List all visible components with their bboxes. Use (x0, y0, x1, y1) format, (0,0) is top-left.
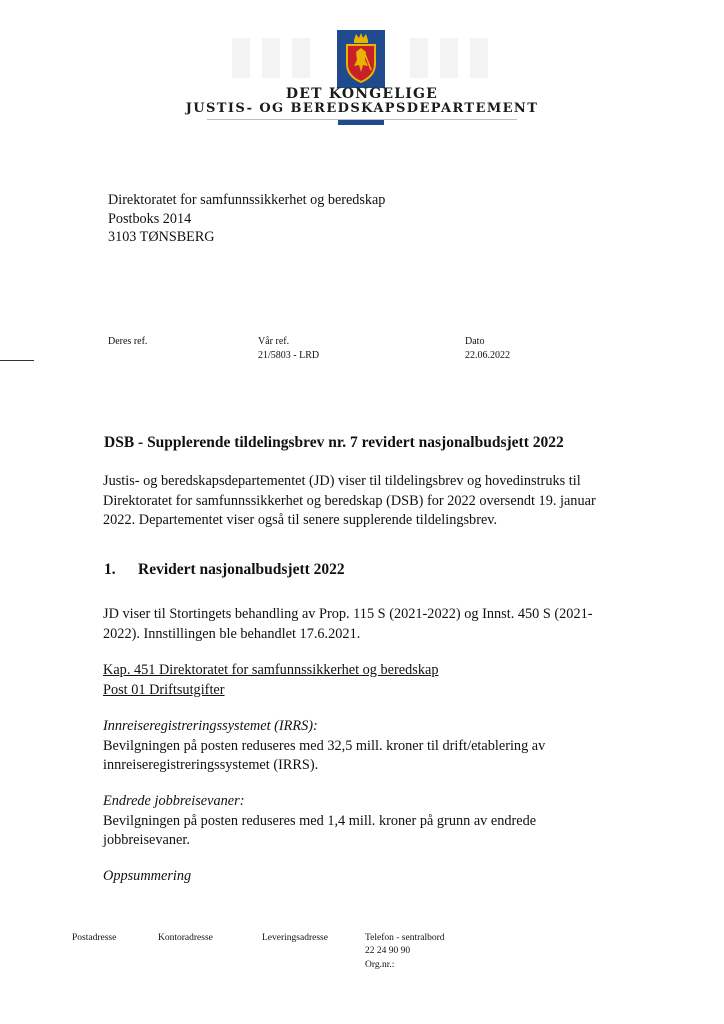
recipient-box: Postboks 2014 (108, 210, 192, 227)
letterhead-blue-bar (338, 120, 384, 125)
recipient-address (108, 191, 385, 247)
intro-line: Direktoratet for samfunnssikkerhet og beredskap (DSB) for 2022 oversendt 19. januar (103, 492, 596, 509)
footer-leveringsadresse: Leveringsadresse (262, 933, 328, 943)
var-ref-value: 21/5803 - LRD (258, 350, 320, 361)
kap-line: Kap. 451 Direktoratet for samfunnssikkerhet og beredskap (103, 662, 439, 678)
watermark-bar (292, 38, 310, 78)
jobb-line: jobbreisevaner. (103, 832, 190, 848)
recipient-name: Direktoratet for samfunnssikkerhet og beredskap (108, 192, 386, 208)
footer-postadresse: Postadresse (72, 933, 117, 943)
jobb-heading: Endrede jobbreisevaner: (103, 793, 245, 809)
letterhead-line1: DET KONGELIGE (285, 86, 439, 102)
footer-orgnr: Org.nr.: (365, 960, 395, 970)
intro-paragraph (103, 472, 663, 531)
var-ref-label: Vår ref. (258, 336, 290, 347)
section-title: Revidert nasjonalbudsjett 2022 (138, 561, 345, 578)
footer-telefon-label: Telefon - sentralbord (365, 933, 445, 943)
irrs-heading: Innreiseregistreringssystemet (IRRS): (103, 718, 318, 734)
jobb-block (103, 792, 663, 851)
letterhead-line2: JUSTIS- OG BEREDSKAPSDEPARTEMENT (185, 101, 539, 116)
footer-telefon: 22 24 90 90 (365, 946, 411, 956)
irrs-block (103, 717, 663, 776)
fold-mark (0, 360, 34, 361)
section1-line: 2022). Innstillingen ble behandlet 17.6.2021. (103, 625, 361, 642)
watermark-bar (440, 38, 458, 78)
watermark-bar (232, 38, 250, 78)
section1-paragraph (103, 605, 663, 644)
intro-line: Justis- og beredskapsdepartementet (JD) viser til tildelingsbrev og hovedinstruks til (103, 473, 581, 489)
intro-line: 2022. Departementet viser også til senere supplerende tildelingsbrev. (103, 512, 498, 528)
watermark-bar (410, 38, 428, 78)
irrs-line: innreiseregistreringssystemet (IRRS). (103, 757, 319, 773)
jobb-line: Bevilgningen på posten reduseres med 1,4 mill. kroner på grunn av endrede (103, 812, 537, 829)
post-line: Post 01 Driftsutgifter (103, 681, 225, 698)
section1-line: JD viser til Stortingets behandling av Prop. 115 S (2021-2022) og Innst. 450 S (2021- (103, 606, 593, 622)
section-number: 1. (104, 561, 116, 578)
footer-kontoradresse: Kontoradresse (158, 933, 213, 943)
kap-heading (103, 661, 663, 700)
letter-subject: DSB - Supplerende tildelingsbrev nr. 7 revidert nasjonalbudsjett 2022 (104, 434, 564, 451)
dato-value: 22.06.2022 (465, 350, 510, 361)
summary-heading: Oppsummering (103, 868, 192, 884)
irrs-line: Bevilgningen på posten reduseres med 32,5 mill. kroner til drift/etablering av (103, 737, 546, 754)
deres-ref-label: Deres ref. (108, 336, 148, 347)
coat-of-arms-icon (337, 30, 385, 88)
recipient-city: 3103 TØNSBERG (108, 229, 215, 245)
watermark-bar (470, 38, 488, 78)
section-heading (104, 561, 345, 579)
watermark-bar (262, 38, 280, 78)
dato-label: Dato (465, 336, 485, 347)
